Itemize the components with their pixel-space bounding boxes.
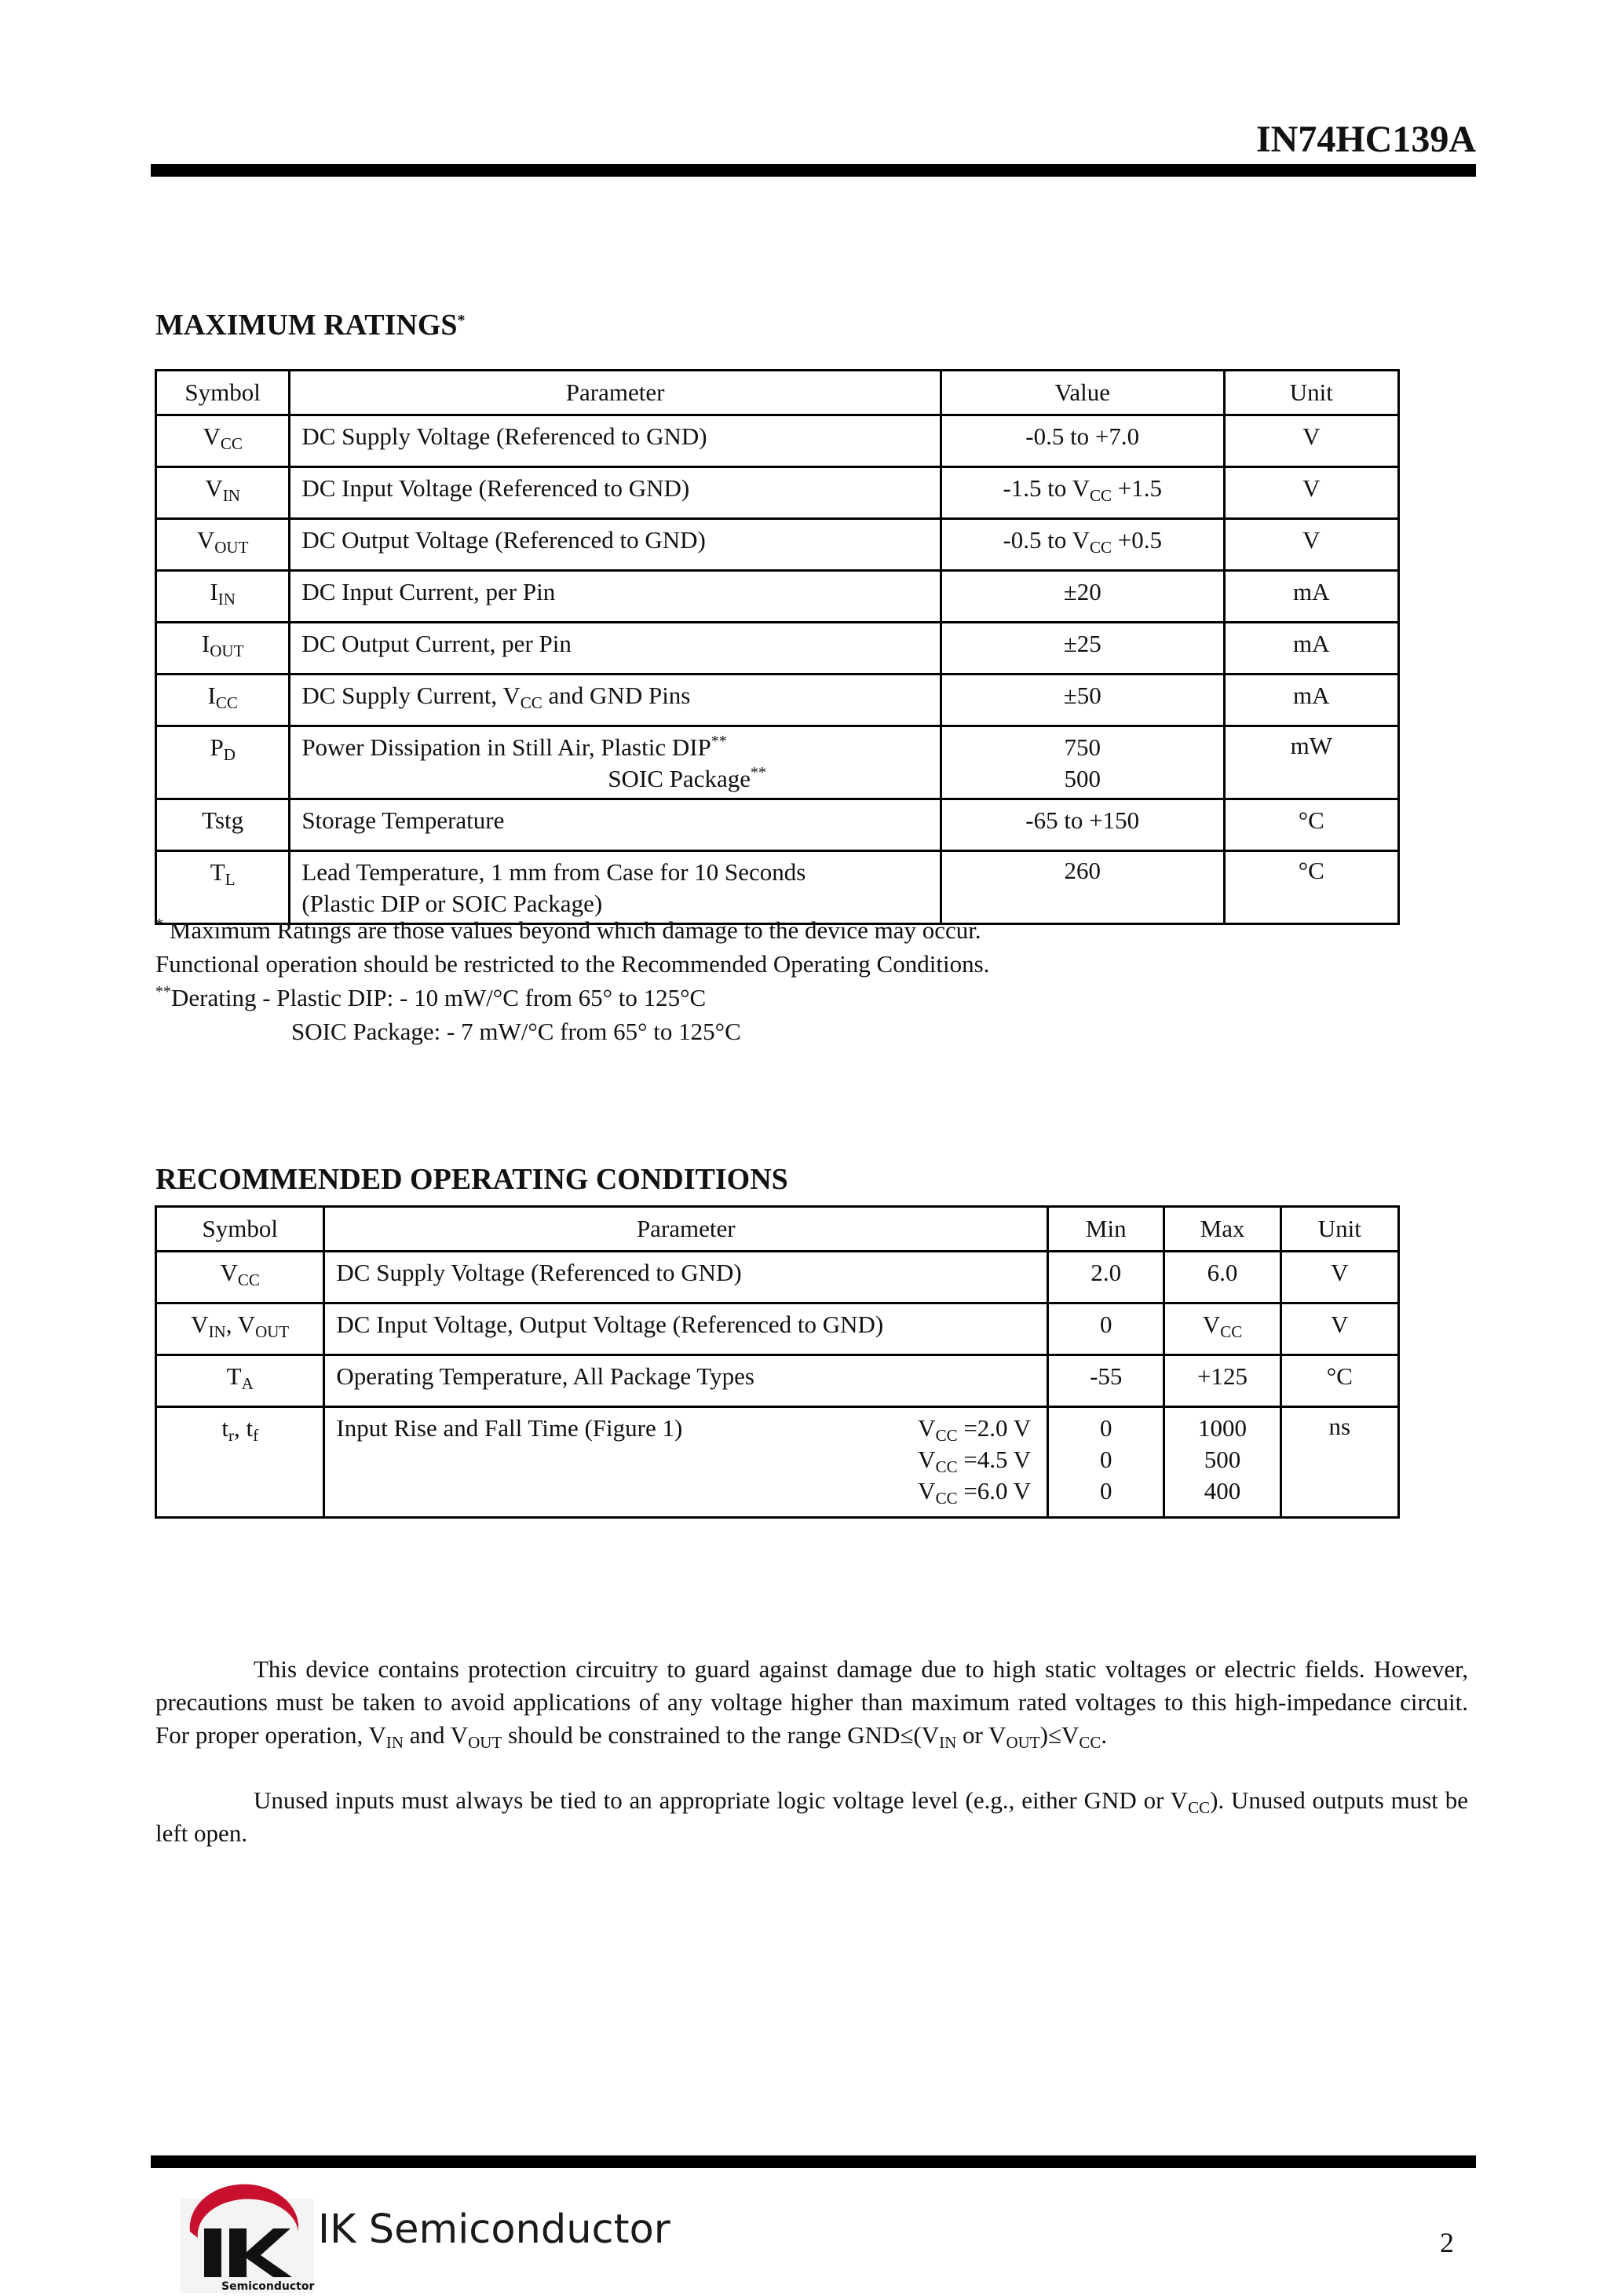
unit-cell: V [1224,415,1398,467]
unit-cell: °C [1224,799,1398,851]
parameter-cell: DC Supply Current, $V_{CC}$ and GND Pins [290,675,941,726]
table-row [156,519,1399,571]
min-cell: 0 0 0 [1048,1407,1164,1518]
symbol-cell: $I_{OUT}$ [156,623,290,675]
col-parameter: Parameter [290,371,941,415]
symbol-cell: $V_{CC}$ [156,415,290,467]
unit-cell: mA [1224,571,1398,623]
value-cell: -0.5 to $V_{CC} +0.5$ [941,519,1224,571]
symbol-cell: $I_{IN}$ [156,571,290,623]
parameter-cell: DC Supply Voltage (Referenced to GND) [324,1252,1048,1303]
unit-cell: V [1280,1252,1398,1303]
parameter-cell: Power Dissipation in Still Air, Plastic DIP** SOIC Package** [290,726,941,799]
company-name: IK Semiconductor [318,2206,670,2253]
conditions-list: $V_{CC} =2.0$ V $V_{CC} =4.5$ V $V_{CC} =6.0$ V [918,1414,1032,1508]
col-max: Max [1164,1207,1280,1252]
parameter-cell: DC Input Current, per Pin [290,571,941,623]
unit-cell: °C [1280,1355,1398,1407]
unit-cell: V [1224,519,1398,571]
unit-cell: mW [1224,726,1398,799]
symbol-cell: $V_{IN}$ [156,467,290,519]
parameter-cell: Storage Temperature [290,799,941,851]
table-row [156,467,1399,519]
value-cell: ±25 [941,623,1224,675]
symbol-cell: $t_r$, $t_f$ [156,1407,324,1518]
value-cell: -1.5 to $V_{CC} +1.5$ [941,467,1224,519]
symbol-cell: Tstg [156,799,290,851]
parameter-cell: DC Supply Voltage (Referenced to GND) [290,415,941,467]
table-row [156,1407,1399,1518]
parameter-cell: DC Output Voltage (Referenced to GND) [290,519,941,571]
unit-cell: V [1224,467,1398,519]
value-cell: -65 to +150 [941,799,1224,851]
header-rule [151,164,1476,177]
value-cell: 260 [941,851,1224,924]
max-cell: $V_{CC}$ [1164,1303,1280,1355]
symbol-cell: $V_{CC}$ [156,1252,324,1303]
unit-cell: ns [1280,1407,1398,1518]
unit-cell: mA [1224,623,1398,675]
table-row [156,675,1399,726]
min-cell: -55 [1048,1355,1164,1407]
symbol-cell: $P_D$ [156,726,290,799]
col-symbol: Symbol [156,371,290,415]
value-cell: -0.5 to +7.0 [941,415,1224,467]
unused-inputs-paragraph: Unused inputs must always be tied to an appropriate logic voltage level (e.g., either GND or $V_{CC}$). Unused outputs must be left open. [155,1786,1469,1847]
parameter-cell: DC Input Voltage, Output Voltage (Referenced to GND) [324,1303,1048,1355]
unit-cell: °C [1224,851,1398,924]
col-unit: Unit [1280,1207,1398,1252]
value-cell: ±20 [941,571,1224,623]
max-cell: 1000 500 400 [1164,1407,1280,1518]
parameter-cell: DC Input Voltage (Referenced to GND) [290,467,941,519]
rec-conditions-title: RECOMMENDED OPERATING CONDITIONS [155,1163,788,1196]
max-ratings-table [155,369,1400,925]
max-cell: 6.0 [1164,1252,1280,1303]
parameter-cell: Operating Temperature, All Package Types [324,1355,1048,1407]
max-ratings-title: MAXIMUM RATINGS* [155,309,466,342]
max-cell: +125 [1164,1355,1280,1407]
parameter-cell: Input Rise and Fall Time (Figure 1) $V_{CC} =2.0$ V $V_{CC} =4.5$ V $V_{CC} =6.0$ V [324,1407,1048,1518]
col-unit: Unit [1224,371,1398,415]
min-cell: 0 [1048,1303,1164,1355]
unit-cell: V [1280,1303,1398,1355]
page-number: 2 [1440,2227,1454,2258]
col-min: Min [1048,1207,1164,1252]
value-cell: ±50 [941,675,1224,726]
symbol-cell: $T_A$ [156,1355,324,1407]
table-row [156,799,1399,851]
value-cell: 750 500 [941,726,1224,799]
col-parameter: Parameter [324,1207,1048,1252]
parameter-cell: DC Output Current, per Pin [290,623,941,675]
parameter-cell: Lead Temperature, 1 mm from Case for 10 Seconds (Plastic DIP or SOIC Package) [290,851,941,924]
symbol-cell: $T_L$ [156,851,290,924]
table-header-row [156,371,1399,415]
symbol-cell: $V_{OUT}$ [156,519,290,571]
table-row [156,571,1399,623]
col-value: Value [941,371,1224,415]
max-ratings-notes: * Maximum Ratings are those values beyond which damage to the device may occur. Functional operation should be restricted to the Recommended Operating Conditions. **Derating - Plastic DIP: - 10 mW/°C from 65° to 125°C SOIC Package: - 7 mW/°C from 65° to 125°C [155,916,990,1045]
logo-text: Semiconductor [221,2280,315,2293]
table-row [156,415,1399,467]
table-row [156,726,1399,799]
table-row [156,1355,1399,1407]
min-cell: 2.0 [1048,1252,1164,1303]
table-row [156,1252,1399,1303]
table-header-row [156,1207,1399,1252]
part-number: IN74HC139A [1255,119,1476,160]
table-row [156,1303,1399,1355]
unit-cell: mA [1224,675,1398,726]
symbol-cell: $I_{CC}$ [156,675,290,726]
table-row [156,623,1399,675]
symbol-cell: $V_{IN}$, $V_{OUT}$ [156,1303,324,1355]
footer-rule [151,2155,1476,2168]
protection-paragraph: This device contains protection circuitry to guard against damage due to high static voltages or electric fields. However, precautions must be taken to avoid applications of any voltage higher than maximum rated voltages to this high-impedance circuit. For proper operation, $V_{IN}$ and $V_{OUT}$ should be constrained to the range $GND\le(V_{IN}$ or $V_{OUT})\le V_{CC}$. [155,1655,1468,1752]
col-symbol: Symbol [156,1207,324,1252]
rec-conditions-table [155,1205,1400,1519]
